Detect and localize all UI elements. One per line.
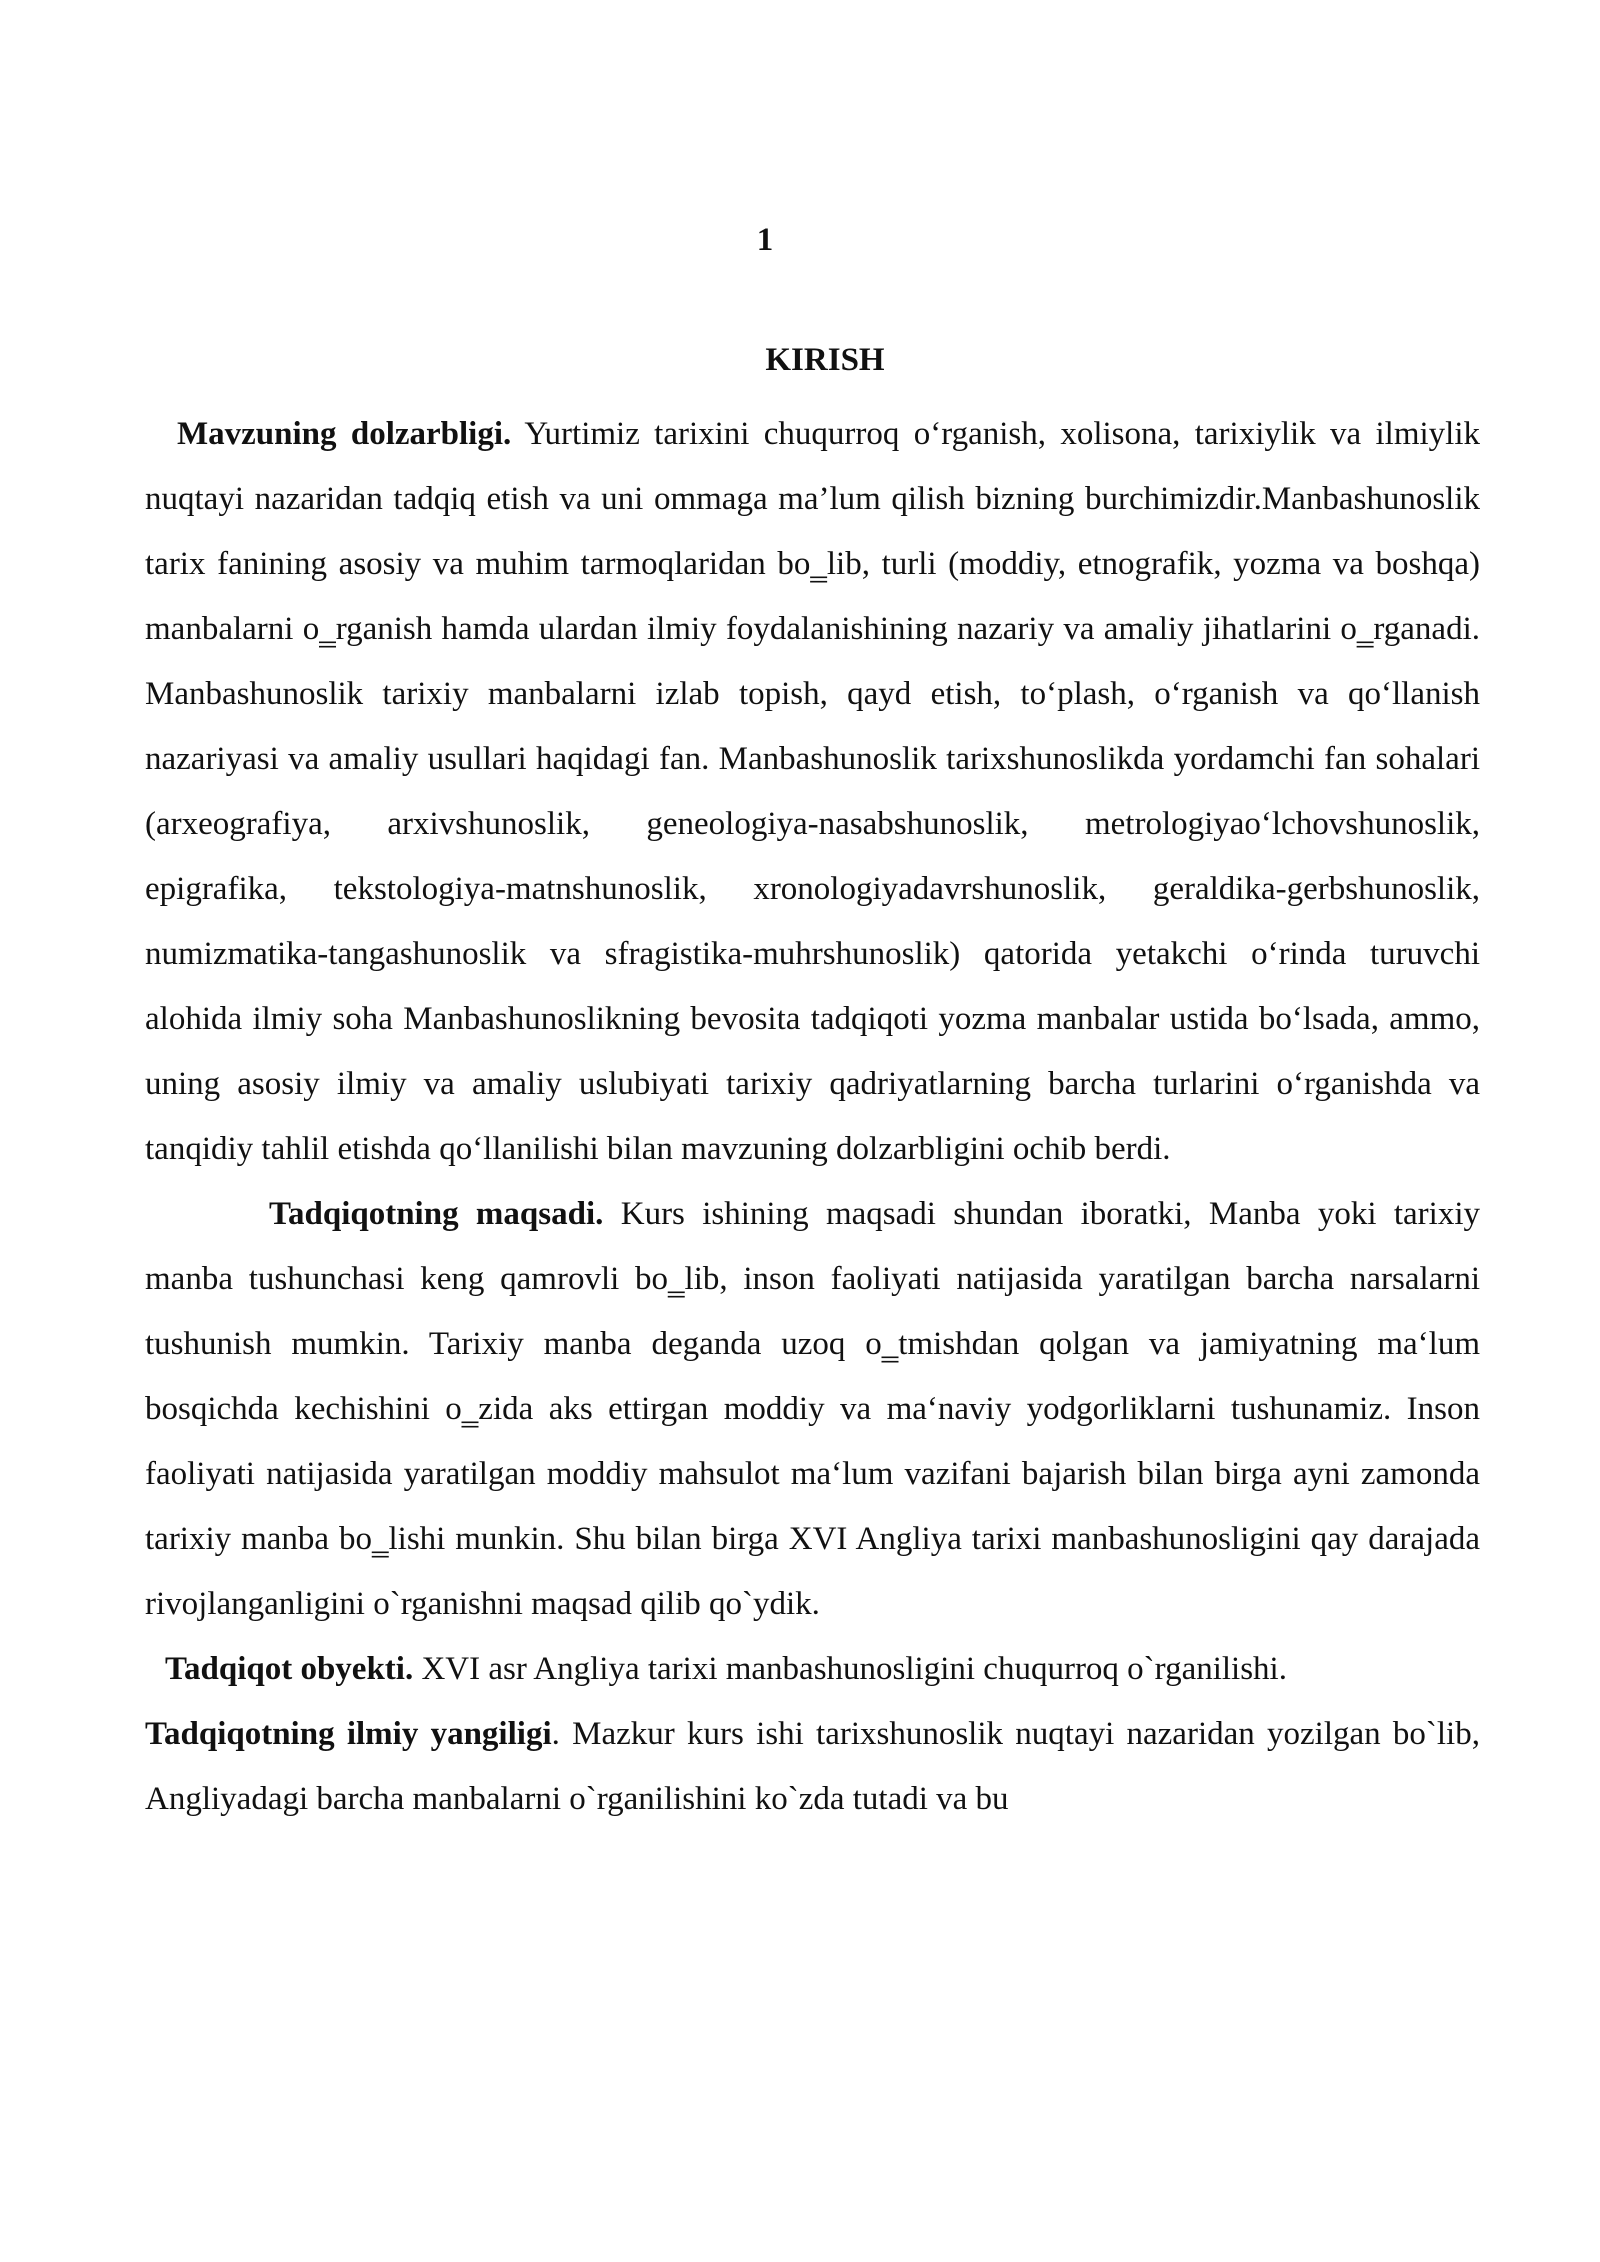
paragraph-novelty (145, 1702, 1480, 1832)
paragraph-lead: Tadqiqotning ilmiy yangiligi (145, 1716, 552, 1752)
paragraph-lead: Mavzuning dolzarbligi. (177, 416, 512, 452)
paragraph-relevance (145, 402, 1480, 1182)
paragraph-text: Kurs ishining maqsadi shundan iboratki, Manba yoki tarixiy manba tushunchasi keng qamrovli bo‗lib, inson faoliyati natijasida yaratilgan barcha narsalarni tushunish mumkin. Tarixiy manba deganda uzoq o‗tmishdan qolgan va jamiyatning ma‘lum bosqichda kechishini o‗zida aks ettirgan moddiy va ma‘naviy yodgorliklarni tushunamiz. Inson faoliyati natijasida yaratilgan moddiy mahsulot ma‘lum vazifani bajarish bilan birga ayni zamonda tarixiy manba bo‗lishi munkin. Shu bilan birga XVI Angliya tarixi manbashunosligini qay darajada rivojlanganligini o`rganishni maqsad qilib qo`ydik. (145, 1196, 1481, 1622)
paragraph-goal (145, 1182, 1480, 1637)
paragraph-lead: Tadqiqotning maqsadi. (269, 1196, 604, 1232)
paragraph-text: . Mazkur kurs ishi tarixshunoslik nuqtayi nazaridan yozilgan bo`lib, Angliyadagi barcha manbalarni o`rganilishini ko`zda tutadi va bu (145, 1716, 1480, 1817)
paragraph-lead: Tadqiqot obyekti. (165, 1651, 414, 1687)
paragraph-text: Yurtimiz tarixini chuqurroq o‘rganish, xolisona, tarixiylik va ilmiylik nuqtayi nazaridan tadqiq etish va uni ommaga ma’lum qilish bizning burchimizdir.Manbashunoslik tarix fanining asosiy va muhim tarmoqlaridan bo‗lib, turli (moddiy, etnografik, yozma va boshqa) manbalarni o‗rganish hamda ulardan ilmiy foydalanishining nazariy va amaliy jihatlarini o‗rganadi. Manbashunoslik tarixiy manbalarni izlab topish, qayd etish, to‘plash, o‘rganish va qo‘llanish nazariyasi va amaliy usullari haqidagi fan. Manbashunoslik tarixshunoslikda yordamchi fan sohalari (arxeografiya, arxivshunoslik, geneologiya-nasabshunoslik, metrologiyao‘lchovshunoslik, epigrafika, tekstologiya-matnshunoslik, xronologiyadavrshunoslik, geraldika-gerbshunoslik, numizmatika-tangashunoslik va sfragistika-muhrshunoslik) qatorida yetakchi o‘rinda turuvchi alohida ilmiy soha Manbashunoslikning bevosita tadqiqoti yozma manbalar ustida bo‘lsada, ammo, uning asosiy ilmiy va amaliy uslubiyati tarixiy qadriyatlarning barcha turlarini o‘rganishda va tanqidiy tahlil etishda qo‘llanilishi bilan mavzuning dolzarbligini ochib berdi. (145, 416, 1480, 1167)
page-number: 1 (756, 222, 774, 258)
paragraph-text: XVI asr Angliya tarixi manbashunosligini chuqurroq o`rganilishi. (413, 1651, 1287, 1687)
document-body (145, 402, 1480, 1832)
section-heading: KIRISH (765, 342, 885, 378)
paragraph-object (145, 1637, 1480, 1702)
